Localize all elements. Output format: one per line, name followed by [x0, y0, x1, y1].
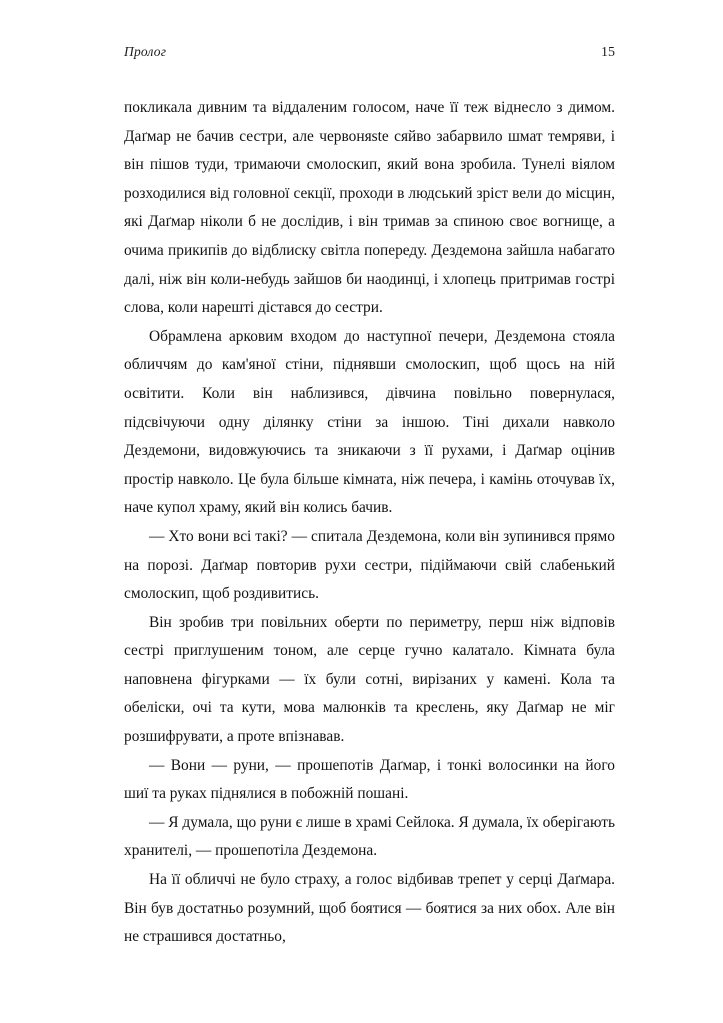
paragraph: На її обличчі не було страху, а голос відбивав трепет у серці Даґмара. Він був достатньо розумний, щоб боятися — боятися за них обох. Але він не страшився достатньо, — [124, 871, 615, 946]
paragraph: — Хто вони всі такі? — спитала Дездемона, коли він зупинився прямо на порозі. Даґмар повторив рухи сестри, підіймаючи свій слабенький смолоскип, щоб роздивитись. — [124, 527, 615, 603]
paragraph: — Я думала, що руни є лише в храмі Сейлока. Я думала, їх оберігають хранителі, — прошепотіла Дездемона. — [124, 813, 615, 860]
running-head — [124, 44, 615, 64]
paragraph: Він зробив три повільних оберти по перимeтру, перш ніж відповів сестрі приглушеним тоном, але серце гучно калатало. Кімната була наповнена фігурками — їх були сотні, вирізаних у камені. Кола та обеліски, очі та кути, мова малюнків та креслень, яку Даґмар не міг розшифрувати, а проте впізнавав. — [124, 613, 615, 746]
body-text — [124, 94, 615, 952]
paragraph: Обрамлена арковим входом до наступної печери, Дездемона стояла обличчям до кам'яної стіни, піднявши смолоскип, щоб щось на ній освітити. Коли він наблизився, дівчина повільно повернулася, підсвічуючи одну ділянку стіни за іншою. Тіні дихали навколо Дездемони, видовжуючись та зникаючи з її рухами, і Даґмар оцінив простір навколо. Це була більше кімната, ніж печера, і камінь оточував їх, наче купол храму, який він колись бачив. — [124, 327, 615, 517]
paragraph: — Вони — руни, — прошепотів Даґмар, і тонкі волосинки на його шиї та руках піднялися в побожній пошані. — [124, 756, 615, 803]
paragraph: покликала дивним та віддаленим голосом, наче її теж віднесло з димом. Даґмар не бачив сестри, але червоняste сяйво забарвило шмат темряви, і він пішов туди, тримаючи смолоскип, який вона зробила. Тунелі віялом розходилися від головної секції, проходи в людський зріст вели до місцин, які Даґмар ніколи б не дослідив, і він тримав за спиною своє вогнище, а очима прикипів до відблиску світла попереду. Дездемона зайшла набагато далі, ніж він коли-небудь зайшов би наодинці, і хлопець притримав гострі слова, коли нарешті дістався до сестри. — [124, 99, 615, 317]
page-number: 15 — [601, 45, 615, 60]
running-head-chapter-label: Пролог — [124, 44, 167, 59]
